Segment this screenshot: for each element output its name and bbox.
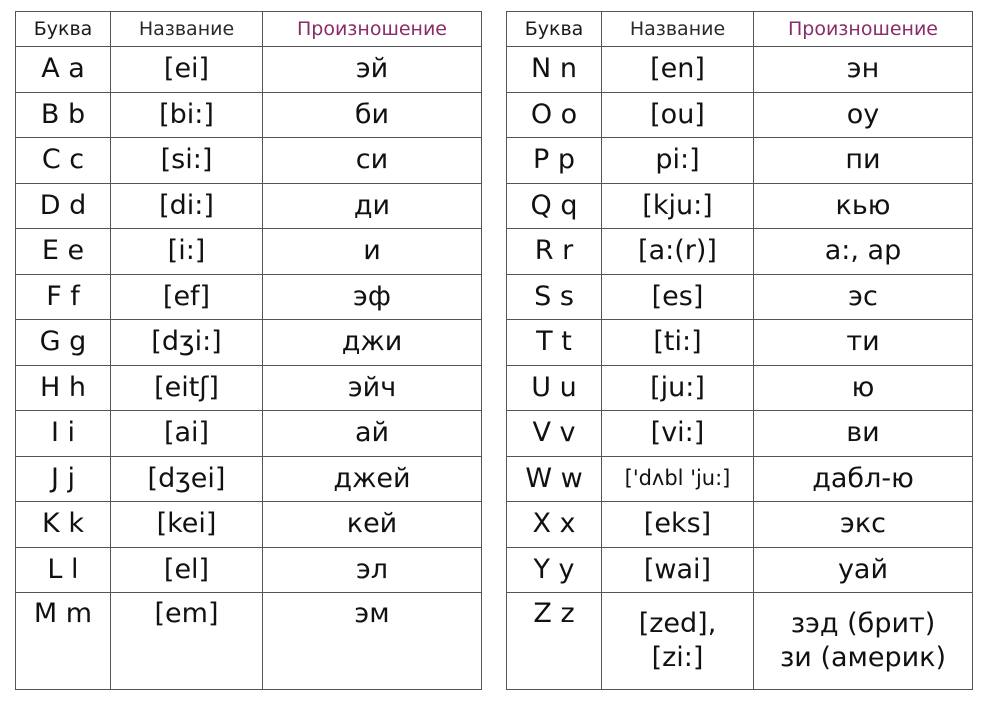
name-cell: [ti:]	[602, 320, 754, 366]
letter-cell: J j	[16, 456, 111, 502]
name-cell: pi:]	[602, 138, 754, 184]
name-cell: [eks]	[602, 502, 754, 548]
name-line: [zi:]	[651, 642, 704, 673]
letter-cell: L l	[16, 547, 111, 593]
name-cell: [es]	[602, 274, 754, 320]
name-cell: [si:]	[111, 138, 263, 184]
table-row	[507, 274, 973, 320]
name-cell: [ou]	[602, 92, 754, 138]
name-cell: [kei]	[111, 502, 263, 548]
letter-cell: Q q	[507, 183, 602, 229]
table-row	[507, 229, 973, 275]
letter-cell: N n	[507, 47, 602, 93]
name-cell: [a:(r)]	[602, 229, 754, 275]
name-cell: [eitʃ]	[111, 365, 263, 411]
name-cell: ['dʌbl 'ju:]	[602, 456, 754, 502]
header-letter: Буква	[16, 12, 111, 47]
table-row	[16, 593, 482, 690]
name-cell: [vi:]	[602, 411, 754, 457]
letter-cell: K k	[16, 502, 111, 548]
name-line: [zed],	[638, 608, 717, 640]
header-name: Название	[111, 12, 263, 47]
table-row	[16, 365, 482, 411]
table-row	[507, 320, 973, 366]
pronunciation-cell: дабл-ю	[754, 456, 973, 502]
table-row	[16, 47, 482, 93]
table-row	[507, 47, 973, 93]
table-row	[507, 183, 973, 229]
name-cell: [ai]	[111, 411, 263, 457]
letter-cell: F f	[16, 274, 111, 320]
pronunciation-cell: джи	[263, 320, 482, 366]
pronunciation-cell: эн	[754, 47, 973, 93]
pronunciation-cell: ти	[754, 320, 973, 366]
table-row	[16, 138, 482, 184]
table-row	[507, 92, 973, 138]
pronunciation-cell: эй	[263, 47, 482, 93]
letter-cell: S s	[507, 274, 602, 320]
pronunciation-cell: пи	[754, 138, 973, 184]
table-row	[507, 547, 973, 593]
table-row	[507, 593, 973, 690]
pronunciation-cell: ви	[754, 411, 973, 457]
letter-cell: I i	[16, 411, 111, 457]
table-row	[16, 92, 482, 138]
header-name: Название	[602, 12, 754, 47]
pronunciation-cell	[754, 593, 973, 690]
name-cell: [el]	[111, 547, 263, 593]
pronunciation-line: зэд (брит)	[790, 608, 936, 640]
pronunciation-cell: экс	[754, 502, 973, 548]
alphabet-table-left	[15, 11, 482, 690]
letter-cell: Y y	[507, 547, 602, 593]
letter-cell: H h	[16, 365, 111, 411]
name-cell: [bi:]	[111, 92, 263, 138]
header-letter: Буква	[507, 12, 602, 47]
name-cell: [dʒei]	[111, 456, 263, 502]
table-row	[16, 547, 482, 593]
header-row	[507, 12, 973, 47]
letter-cell: B b	[16, 92, 111, 138]
table-row	[507, 411, 973, 457]
name-cell	[602, 593, 754, 690]
letter-cell: A a	[16, 47, 111, 93]
pronunciation-cell: оу	[754, 92, 973, 138]
letter-cell: P p	[507, 138, 602, 184]
pronunciation-cell: и	[263, 229, 482, 275]
pronunciation-cell: a:, ap	[754, 229, 973, 275]
name-cell: [em]	[111, 593, 263, 690]
name-cell: [ju:]	[602, 365, 754, 411]
letter-cell: Z z	[507, 593, 602, 690]
header-pronunciation: Произношение	[754, 12, 973, 47]
letter-cell: G g	[16, 320, 111, 366]
table-row	[507, 138, 973, 184]
name-cell: [ei]	[111, 47, 263, 93]
letter-cell: C c	[16, 138, 111, 184]
name-cell: [en]	[602, 47, 754, 93]
pronunciation-cell: эл	[263, 547, 482, 593]
table-row	[16, 456, 482, 502]
table-row	[16, 411, 482, 457]
letter-cell: X x	[507, 502, 602, 548]
pronunciation-cell: кью	[754, 183, 973, 229]
header-pronunciation: Произношение	[263, 12, 482, 47]
pronunciation-cell: эм	[263, 593, 482, 690]
pronunciation-cell: си	[263, 138, 482, 184]
table-row	[16, 274, 482, 320]
name-cell: [di:]	[111, 183, 263, 229]
name-cell: [wai]	[602, 547, 754, 593]
table-row	[16, 229, 482, 275]
pronunciation-cell: кей	[263, 502, 482, 548]
table-row	[16, 502, 482, 548]
pronunciation-line: зи (америк)	[779, 642, 947, 673]
pronunciation-cell: джей	[263, 456, 482, 502]
header-row	[16, 12, 482, 47]
pronunciation-cell: эс	[754, 274, 973, 320]
pronunciation-cell: эф	[263, 274, 482, 320]
letter-cell: U u	[507, 365, 602, 411]
letter-cell: E e	[16, 229, 111, 275]
pronunciation-cell: эйч	[263, 365, 482, 411]
name-cell: [ef]	[111, 274, 263, 320]
table-row	[507, 456, 973, 502]
table-row	[16, 183, 482, 229]
letter-cell: T t	[507, 320, 602, 366]
letter-cell: W w	[507, 456, 602, 502]
pronunciation-cell: уай	[754, 547, 973, 593]
letter-cell: O o	[507, 92, 602, 138]
letter-cell: V v	[507, 411, 602, 457]
name-cell: [kju:]	[602, 183, 754, 229]
table-row	[507, 502, 973, 548]
table-row	[16, 320, 482, 366]
alphabet-table-right	[506, 11, 973, 690]
pronunciation-cell: би	[263, 92, 482, 138]
pronunciation-cell: ю	[754, 365, 973, 411]
pronunciation-cell: ди	[263, 183, 482, 229]
letter-cell: D d	[16, 183, 111, 229]
pronunciation-cell: ай	[263, 411, 482, 457]
letter-cell: R r	[507, 229, 602, 275]
name-cell: [i:]	[111, 229, 263, 275]
name-cell: [dʒi:]	[111, 320, 263, 366]
letter-cell: M m	[16, 593, 111, 690]
table-row	[507, 365, 973, 411]
